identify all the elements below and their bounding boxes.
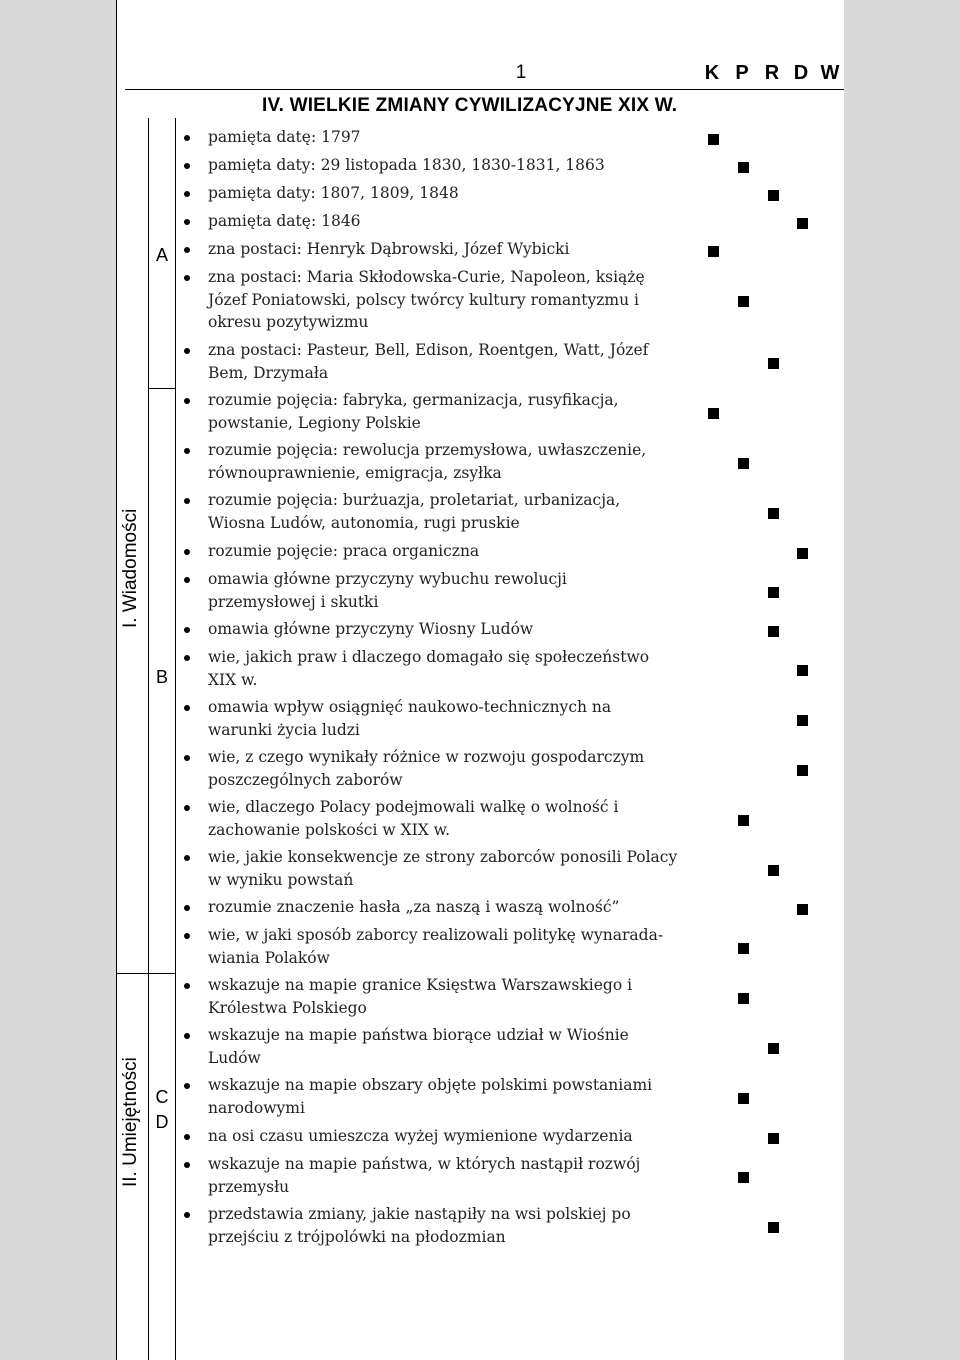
- level-marker-r-icon: [768, 190, 779, 201]
- requirement-text: wie, z czego wynikały różnice w rozwoju gospodarczym poszczególnych zaborów: [208, 748, 645, 789]
- bullet-icon: [184, 348, 190, 354]
- level-marker-d-icon: [797, 548, 808, 559]
- column-header-d: D: [793, 62, 809, 84]
- bullet-icon: [184, 275, 190, 281]
- requirement-text: rozumie pojęcie: praca organiczna: [208, 542, 480, 560]
- bullet-icon: [184, 855, 190, 861]
- requirement-text: pamięta datę: 1797: [208, 128, 361, 146]
- bullet-icon: [184, 448, 190, 454]
- level-marker-k-icon: [708, 134, 719, 145]
- level-marker-p-icon: [738, 458, 749, 469]
- subsection-separator-bc: [148, 973, 175, 974]
- bullet-icon: [184, 498, 190, 504]
- level-marker-r-icon: [768, 1222, 779, 1233]
- level-marker-d-icon: [797, 904, 808, 915]
- page: [116, 0, 844, 1360]
- subsection-divider-line: [175, 118, 176, 1360]
- bullet-icon: [184, 1212, 190, 1218]
- bullet-icon: [184, 398, 190, 404]
- requirement-text: rozumie pojęcia: fabryka, germanizacja, rusyfikacja, powstanie, Legiony Polskie: [208, 391, 619, 432]
- bullet-icon: [184, 163, 190, 169]
- requirement-text: zna postaci: Maria Skłodowska-Curie, Napoleon, książę Józef Poniatowski, polscy twórcy kultury romantyzmu i okresu pozytywizmu: [208, 268, 645, 331]
- section-divider-line: [148, 118, 149, 1360]
- requirement-text: omawia wpływ osiągnięć naukowo-technicznych na warunki życia ludzi: [208, 698, 612, 739]
- bullet-icon: [184, 135, 190, 141]
- level-marker-p-icon: [738, 1172, 749, 1183]
- subsection-label-c: C: [155, 1087, 169, 1107]
- requirement-text: wskazuje na mapie obszary objęte polskimi powstaniami narodowymi: [208, 1076, 653, 1117]
- requirement-text: pamięta daty: 1807, 1809, 1848: [208, 184, 459, 202]
- requirement-text: wie, jakie konsekwencje ze strony zaborców ponosili Polacy w wyniku powstań: [208, 848, 678, 889]
- requirement-text: omawia główne przyczyny Wiosny Ludów: [208, 620, 534, 638]
- header-rule: [125, 89, 844, 90]
- level-marker-r-icon: [768, 626, 779, 637]
- requirement-text: wie, w jaki sposób zaborcy realizowali politykę wynarada-wiania Polaków: [208, 926, 664, 967]
- level-marker-k-icon: [708, 246, 719, 257]
- section-label-umiejetnosci: II. Umiejętności: [120, 1057, 141, 1187]
- bullet-icon: [184, 655, 190, 661]
- requirement-text: wie, jakich praw i dlaczego domagało się społeczeństwo XIX w.: [208, 648, 650, 689]
- bullet-icon: [184, 983, 190, 989]
- requirement-text: rozumie pojęcia: burżuazja, proletariat, urbanizacja, Wiosna Ludów, autonomia, rugi pruskie: [208, 491, 621, 532]
- level-marker-d-icon: [797, 218, 808, 229]
- column-header-r: R: [764, 62, 780, 84]
- requirement-text: zna postaci: Henryk Dąbrowski, Józef Wybicki: [208, 240, 570, 258]
- level-marker-p-icon: [738, 296, 749, 307]
- column-header-k: K: [704, 62, 720, 84]
- subsection-separator-ab: [148, 388, 175, 389]
- bullet-icon: [184, 1033, 190, 1039]
- section-separator: [116, 973, 148, 974]
- level-marker-d-icon: [797, 665, 808, 676]
- level-marker-r-icon: [768, 508, 779, 519]
- bullet-icon: [184, 577, 190, 583]
- requirement-text: przedstawia zmiany, jakie nastąpiły na wsi polskiej po przejściu z trójpolówki na płodozmian: [208, 1205, 631, 1246]
- level-marker-r-icon: [768, 1043, 779, 1054]
- level-marker-p-icon: [738, 162, 749, 173]
- section-label-wiadomosci: I. Wiadomości: [120, 508, 141, 628]
- level-marker-d-icon: [797, 765, 808, 776]
- requirement-text: wie, dlaczego Polacy podejmowali walkę o wolność i zachowanie polskości w XIX w.: [208, 798, 619, 839]
- requirement-text: rozumie pojęcia: rewolucja przemysłowa, uwłaszczenie, równouprawnienie, emigracja, zsyłka: [208, 441, 647, 482]
- requirement-text: rozumie znaczenie hasła „za naszą i waszą wolność”: [208, 898, 620, 916]
- bullet-icon: [184, 933, 190, 939]
- level-marker-r-icon: [768, 1133, 779, 1144]
- subsection-label-a: A: [155, 245, 168, 265]
- left-border-line: [116, 0, 117, 1360]
- bullet-icon: [184, 1162, 190, 1168]
- page-number: 1: [515, 62, 527, 83]
- bullet-icon: [184, 755, 190, 761]
- bullet-icon: [184, 805, 190, 811]
- bullet-icon: [184, 705, 190, 711]
- level-marker-d-icon: [797, 715, 808, 726]
- bullet-icon: [184, 1134, 190, 1140]
- subsection-label-b: B: [155, 667, 168, 687]
- bullet-icon: [184, 627, 190, 633]
- level-marker-r-icon: [768, 865, 779, 876]
- requirement-text: pamięta datę: 1846: [208, 212, 361, 230]
- column-header-p: P: [735, 62, 749, 84]
- column-header-w: W: [820, 62, 840, 84]
- requirement-text: wskazuje na mapie państwa biorące udział w Wiośnie Ludów: [208, 1026, 629, 1067]
- requirement-text: pamięta daty: 29 listopada 1830, 1830-1831, 1863: [208, 156, 605, 174]
- bullet-icon: [184, 1083, 190, 1089]
- level-marker-r-icon: [768, 358, 779, 369]
- requirement-text: zna postaci: Pasteur, Bell, Edison, Roentgen, Watt, Józef Bem, Drzymała: [208, 341, 649, 382]
- subsection-label-d: D: [155, 1112, 169, 1132]
- level-marker-p-icon: [738, 993, 749, 1004]
- bullet-icon: [184, 191, 190, 197]
- bullet-icon: [184, 219, 190, 225]
- bullet-icon: [184, 247, 190, 253]
- level-marker-k-icon: [708, 408, 719, 419]
- level-column-headers: [116, 62, 844, 88]
- requirement-text: wskazuje na mapie granice Księstwa Warszawskiego i Królestwa Polskiego: [208, 976, 633, 1017]
- requirement-text: omawia główne przyczyny wybuchu rewolucji przemysłowej i skutki: [208, 570, 567, 611]
- level-marker-p-icon: [738, 943, 749, 954]
- requirement-text: na osi czasu umieszcza wyżej wymienione wydarzenia: [208, 1127, 633, 1145]
- level-marker-r-icon: [768, 587, 779, 598]
- level-marker-p-icon: [738, 1093, 749, 1104]
- requirement-text: wskazuje na mapie państwa, w których nastąpił rozwój przemysłu: [208, 1155, 641, 1196]
- chapter-title: IV. WIELKIE ZMIANY CYWILIZACYJNE XIX W.: [262, 95, 678, 116]
- bullet-icon: [184, 549, 190, 555]
- bullet-icon: [184, 905, 190, 911]
- level-marker-p-icon: [738, 815, 749, 826]
